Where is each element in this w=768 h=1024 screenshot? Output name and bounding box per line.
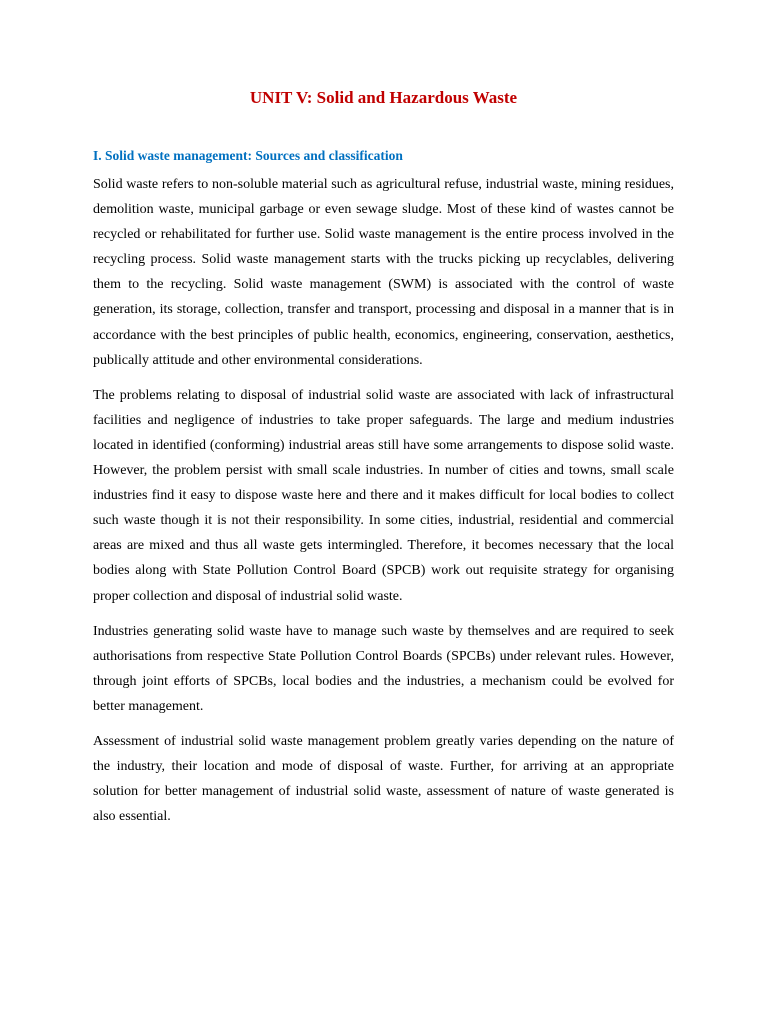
paragraph-2: The problems relating to disposal of industrial solid waste are associated with lack of infrastructural facilities and negligence of industries to take proper safeguards. The large and medium industries located in identified (conforming) industrial areas still have some arrangements to dispose solid waste. However, the problem persist with small scale industries. In number of cities and towns, small scale industries find it easy to dispose waste here and there and it makes difficult for local bodies to collect such waste though it is not their responsibility. In some cities, industrial, residential and commercial areas are mixed and thus all waste gets intermingled. Therefore, it becomes necessary that the local bodies along with State Pollution Control Board (SPCB) work out requisite strategy for organising proper collection and disposal of industrial solid waste. <box>93 387 674 604</box>
document-title: UNIT V: Solid and Hazardous Waste <box>249 88 518 107</box>
paragraph-3: Industries generating solid waste have to manage such waste by themselves and are required to seek authorisations from respective State Pollution Control Boards (SPCBs) under relevant rules. However, through joint efforts of SPCBs, local bodies and the industries, a mechanism could be evolved for better management. <box>93 623 674 714</box>
paragraph-1: Solid waste refers to non-soluble material such as agricultural refuse, industrial waste, mining residues, demolition waste, municipal garbage or even sewage sludge. Most of these kind of wastes cannot be recycled or rehabilitated for further use. Solid waste management is the entire process involved in the recycling process. Solid waste management starts with the trucks picking up recyclables, delivering them to the recycling. Solid waste management (SWM) is associated with the control of waste generation, its storage, collection, transfer and transport, processing and disposal in a manner that is in accordance with the best principles of public health, economics, engineering, conservation, aesthetics, publically attitude and other environmental considerations. <box>93 177 674 368</box>
document-body <box>93 172 674 839</box>
paragraph-4: Assessment of industrial solid waste management problem greatly varies depending on the nature of the industry, their location and mode of disposal of waste. Further, for arriving at an appropriate solution for better management of industrial solid waste, assessment of nature of waste generated is also essential. <box>93 733 674 825</box>
section-heading: I. Solid waste management: Sources and classification <box>93 148 403 163</box>
